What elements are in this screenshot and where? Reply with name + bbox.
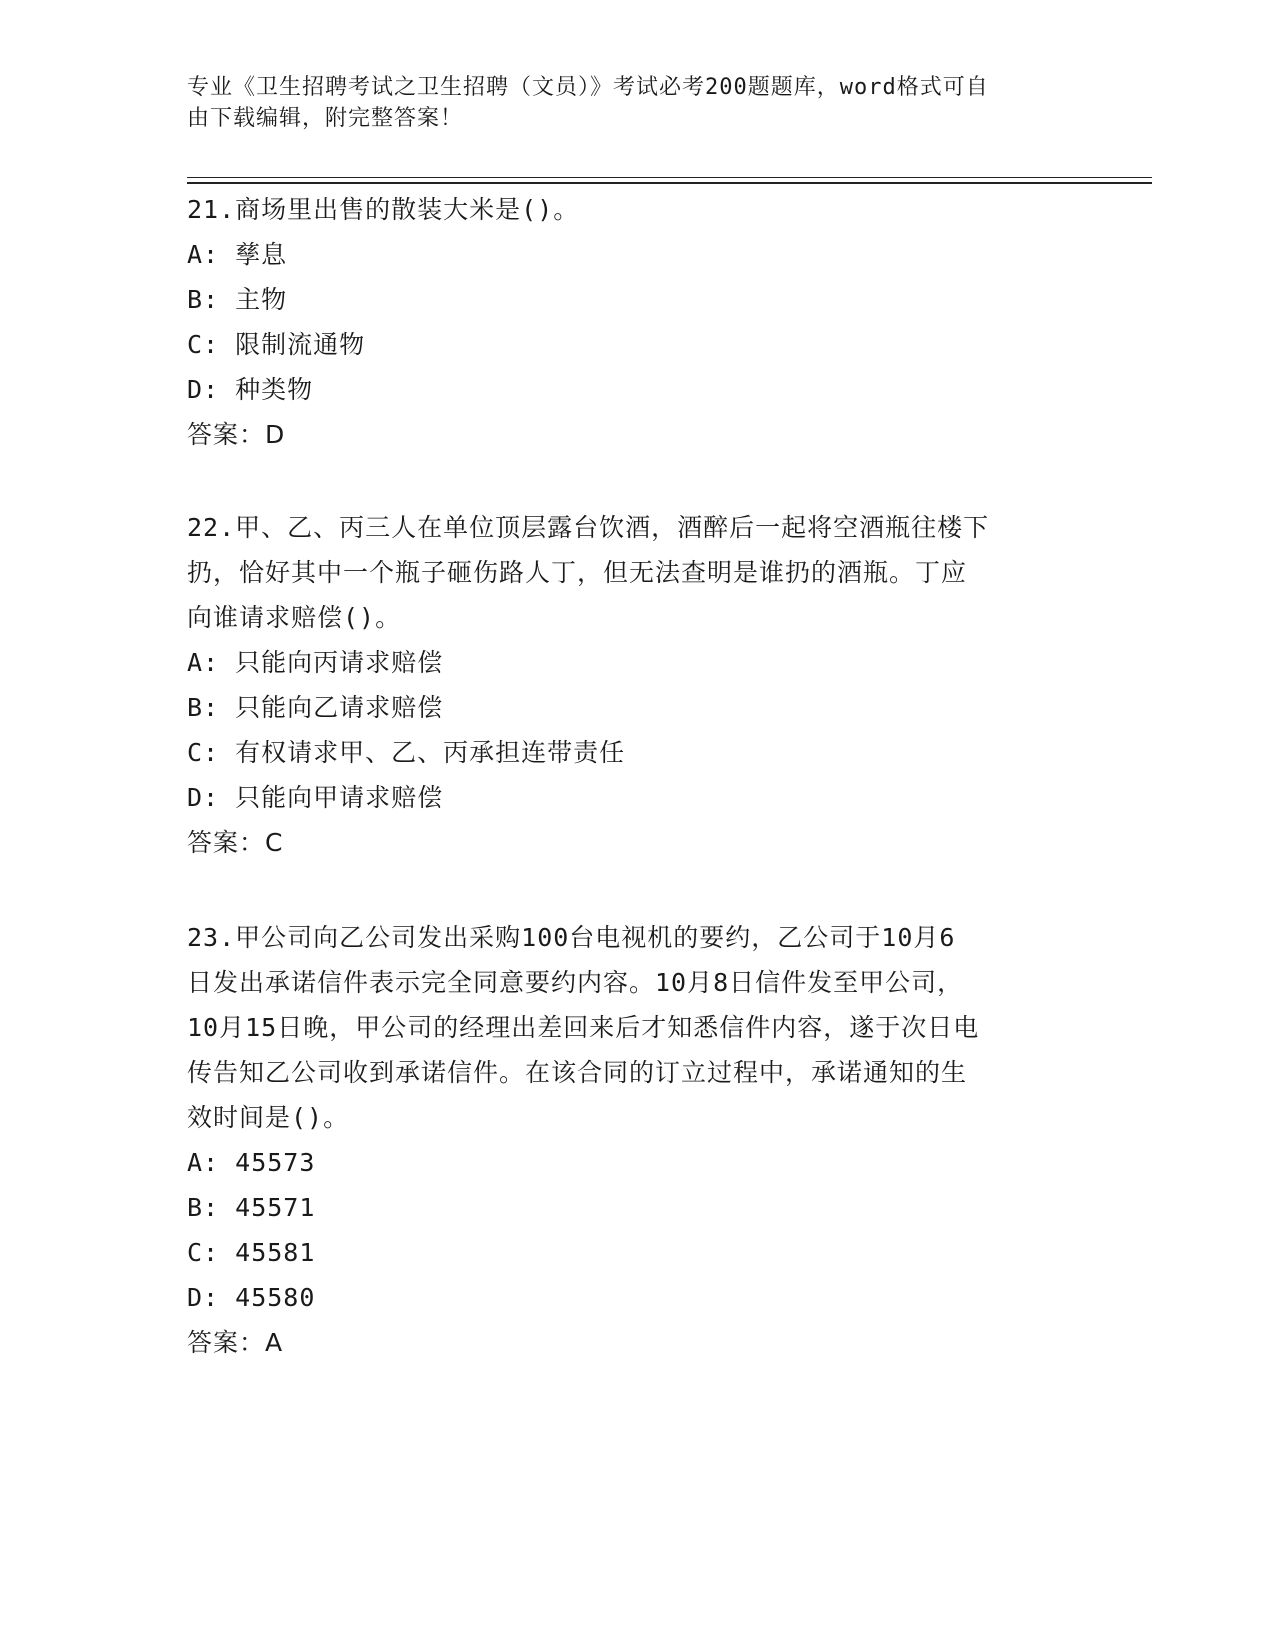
question-stem-line: 日发出承诺信件表示完全同意要约内容。10月8日信件发至甲公司， [187, 968, 964, 997]
document-header [187, 72, 1087, 134]
option-a: A: 孳息 [187, 240, 288, 269]
option-c: C: 45581 [187, 1238, 316, 1267]
question-22 [187, 505, 1087, 865]
option-b: B: 只能向乙请求赔偿 [187, 693, 444, 722]
answer-label: 答案： [187, 828, 266, 857]
option-b: B: 45571 [187, 1193, 316, 1222]
option-b: B: 主物 [187, 285, 288, 314]
answer-value: A [265, 1328, 284, 1357]
question-23 [187, 915, 1087, 1365]
question-stem-line: 23.甲公司向乙公司发出采购100台电视机的要约，乙公司于10月6 [187, 923, 956, 952]
question-stem-line: 传告知乙公司收到承诺信件。在该合同的订立过程中，承诺通知的生 [187, 1058, 968, 1087]
option-d: D: 种类物 [187, 375, 314, 404]
question-21 [187, 187, 1087, 457]
answer-value: C [265, 828, 284, 857]
question-stem-line: 21.商场里出售的散装大米是()。 [187, 195, 580, 224]
question-stem-line: 扔，恰好其中一个瓶子砸伤路人丁，但无法查明是谁扔的酒瓶。丁应 [187, 558, 968, 587]
answer-label: 答案： [187, 420, 266, 449]
header-line-2: 由下载编辑，附完整答案！ [187, 106, 464, 131]
header-divider-thick [187, 182, 1152, 184]
header-line-1: 专业《卫生招聘考试之卫生招聘（文员）》考试必考200题题库，word格式可自 [187, 75, 989, 100]
option-c: C: 限制流通物 [187, 330, 366, 359]
option-a: A: 45573 [187, 1148, 316, 1177]
answer-line [187, 1320, 1087, 1365]
answer-line [187, 412, 1087, 457]
question-stem-line: 10月15日晚，甲公司的经理出差回来后才知悉信件内容，遂于次日电 [187, 1013, 980, 1042]
answer-value: D [265, 420, 286, 449]
option-c: C: 有权请求甲、乙、丙承担连带责任 [187, 738, 626, 767]
option-d: D: 只能向甲请求赔偿 [187, 783, 444, 812]
answer-label: 答案： [187, 1328, 266, 1357]
answer-line [187, 820, 1087, 865]
question-stem-line: 向谁请求赔偿()。 [187, 603, 402, 632]
header-divider-thin [187, 177, 1152, 178]
option-a: A: 只能向丙请求赔偿 [187, 648, 444, 677]
question-stem-line: 效时间是()。 [187, 1103, 350, 1132]
question-stem-line: 22.甲、乙、丙三人在单位顶层露台饮酒，酒醉后一起将空酒瓶往楼下 [187, 513, 990, 542]
option-d: D: 45580 [187, 1283, 316, 1312]
